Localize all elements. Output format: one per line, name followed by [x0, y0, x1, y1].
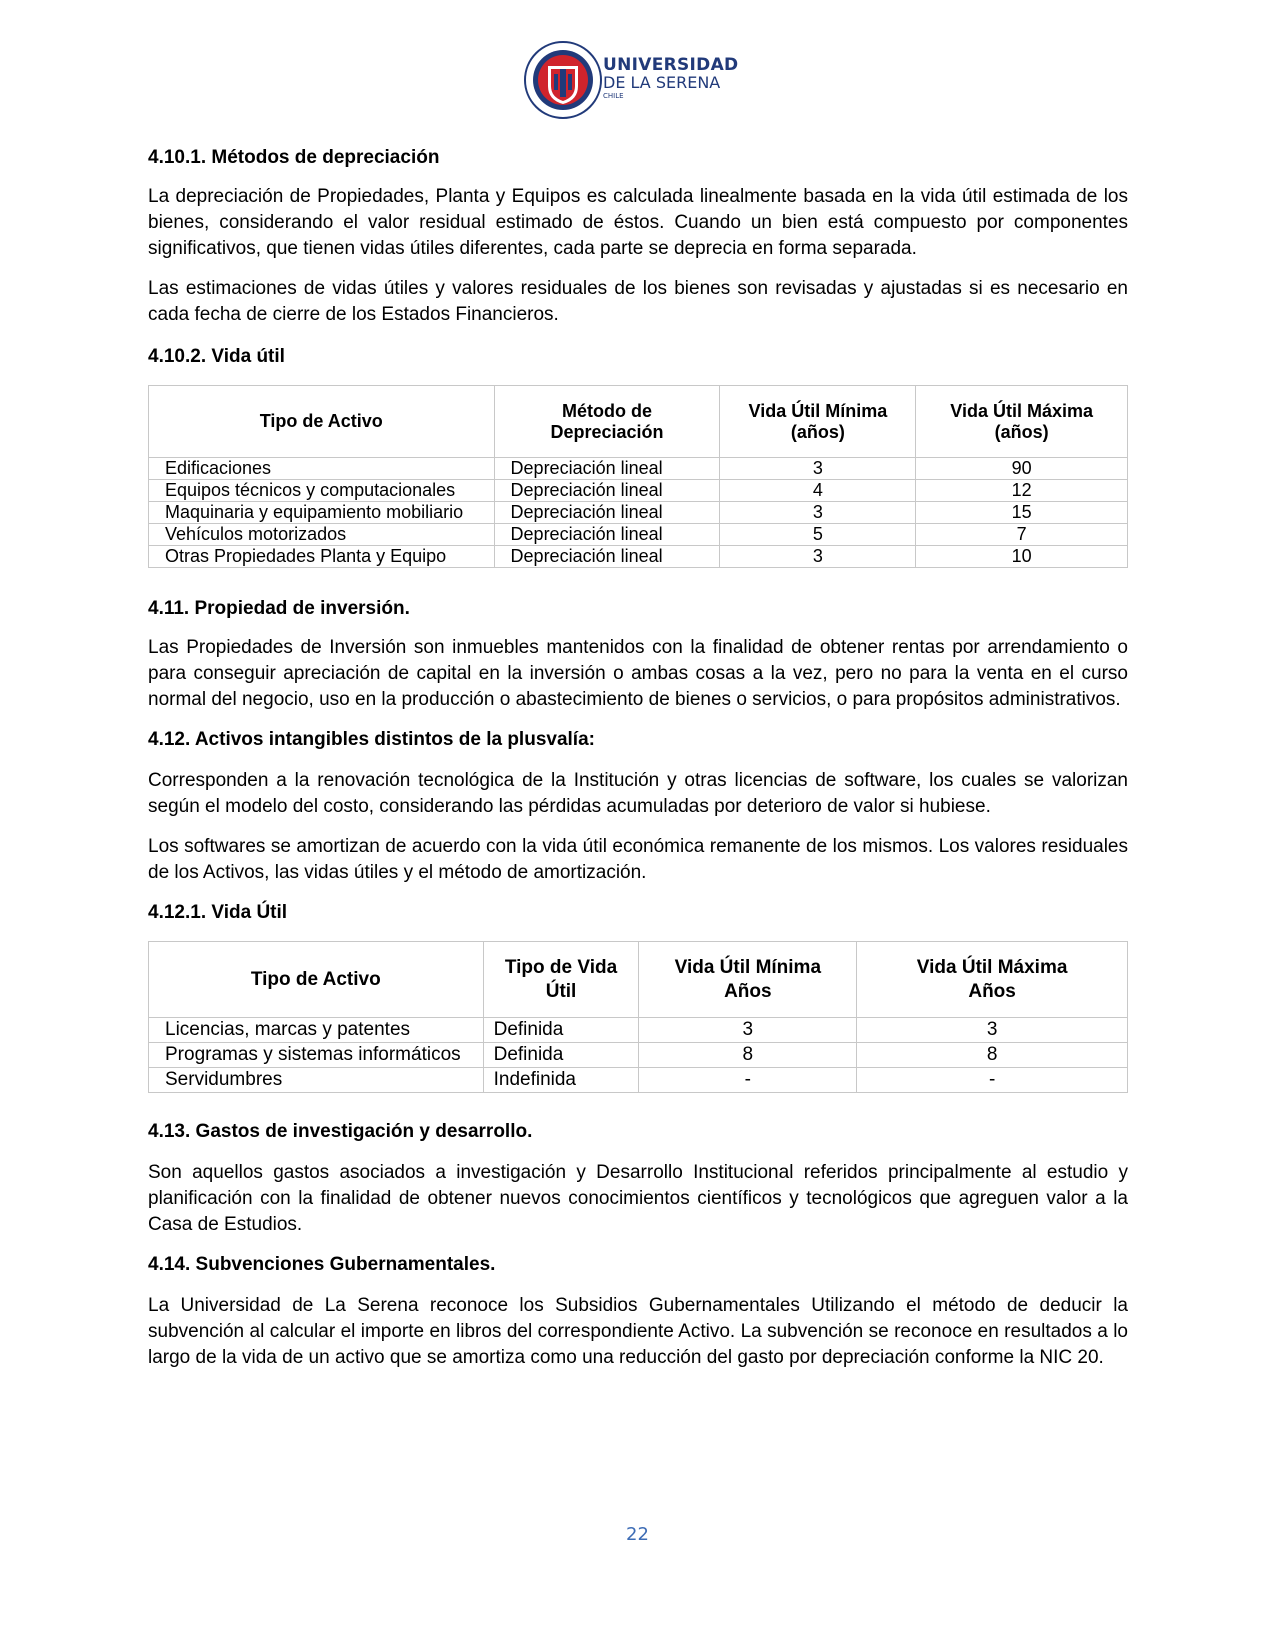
section-title-investment-property: 4.11. Propiedad de inversión. — [148, 598, 410, 619]
table-cell: 3 — [639, 1018, 857, 1043]
table-cell: 3 — [720, 458, 916, 480]
table-cell: 3 — [720, 546, 916, 568]
table-header: Tipo de Vida Útil — [483, 942, 639, 1018]
table-cell: 3 — [720, 502, 916, 524]
table-header: Vida Útil Mínima Años — [639, 942, 857, 1018]
table-row — [149, 1018, 1128, 1043]
table-cell: - — [639, 1068, 857, 1093]
table-cell: 4 — [720, 480, 916, 502]
university-seal-icon — [520, 40, 606, 120]
paragraph: Las Propiedades de Inversión son inmuebles mantenidos con la finalidad de obtener rentas por arrendamiento o para conseguir apreciación de capital en la inversión o ambas cosas a la vez, pero no para la venta en el curso normal del negocio, uso en la producción o abastecimiento de bienes o servicios, o para propósitos administrativos. — [148, 637, 1128, 710]
paragraph: Corresponden a la renovación tecnológica de la Institución y otras licencias de software, los cuales se valorizan según el modelo del costo, considerando las pérdidas acumuladas por deterioro de valor si hubiese. — [148, 770, 1128, 817]
table-header: Vida Útil Máxima Años — [857, 942, 1128, 1018]
table-cell: Depreciación lineal — [494, 480, 720, 502]
table-row — [149, 524, 1128, 546]
table-cell: Depreciación lineal — [494, 502, 720, 524]
table-cell: 12 — [916, 480, 1128, 502]
intangible-useful-life-table — [148, 941, 1128, 1093]
table-cell: 5 — [720, 524, 916, 546]
table-cell: Definida — [483, 1018, 639, 1043]
logo-line-3: CHILE — [603, 92, 624, 100]
table-cell: Depreciación lineal — [494, 546, 720, 568]
table-cell: 10 — [916, 546, 1128, 568]
logo-line-1: UNIVERSIDAD — [603, 55, 739, 75]
table-cell: Depreciación lineal — [494, 458, 720, 480]
table-header: Método de Depreciación — [494, 386, 720, 458]
table-cell: Maquinaria y equipamiento mobiliario — [149, 502, 495, 524]
table-header: Vida Útil Máxima (años) — [916, 386, 1128, 458]
table-row — [149, 1068, 1128, 1093]
paragraph: Son aquellos gastos asociados a investigación y Desarrollo Institucional referidos principalmente al estudio y planificación con la finalidad de obtener nuevos conocimientos científicos y tecnológicos que agreguen valor a la Casa de Estudios. — [148, 1162, 1128, 1235]
table-row — [149, 546, 1128, 568]
useful-life-table — [148, 385, 1128, 568]
section-title-depreciation-methods: 4.10.1. Métodos de depreciación — [148, 147, 440, 168]
section-title-government-grants: 4.14. Subvenciones Gubernamentales. — [148, 1254, 496, 1275]
table-cell: 90 — [916, 458, 1128, 480]
table-cell: 3 — [857, 1018, 1128, 1043]
table-cell: 8 — [857, 1043, 1128, 1068]
table-cell: 8 — [639, 1043, 857, 1068]
table-row — [149, 502, 1128, 524]
logo-wordmark — [603, 56, 738, 101]
table-cell: Depreciación lineal — [494, 524, 720, 546]
table-cell: 7 — [916, 524, 1128, 546]
table-row — [149, 480, 1128, 502]
section-title-research-development: 4.13. Gastos de investigación y desarrollo. — [148, 1121, 533, 1142]
logo-line-2: DE LA SERENA — [603, 73, 721, 92]
table-cell: Indefinida — [483, 1068, 639, 1093]
table-cell: 15 — [916, 502, 1128, 524]
table-cell: - — [857, 1068, 1128, 1093]
paragraph: Las estimaciones de vidas útiles y valores residuales de los bienes son revisadas y ajustadas si es necesario en cada fecha de cierre de los Estados Financieros. — [148, 278, 1128, 325]
table-row — [149, 1043, 1128, 1068]
table-row — [149, 458, 1128, 480]
table-cell: Servidumbres — [149, 1068, 484, 1093]
table-header: Tipo de Activo — [149, 942, 484, 1018]
table-cell: Definida — [483, 1043, 639, 1068]
table-cell: Vehículos motorizados — [149, 524, 495, 546]
table-cell: Licencias, marcas y patentes — [149, 1018, 484, 1043]
section-title-intangible-useful-life: 4.12.1. Vida Útil — [148, 902, 288, 923]
section-title-useful-life: 4.10.2. Vida útil — [148, 346, 285, 367]
paragraph: La Universidad de La Serena reconoce los Subsidios Gubernamentales Utilizando el método de deducir la subvención al calcular el importe en libros del correspondiente Activo. La subvención se reconoce en resultados a lo largo de la vida de un activo que se amortiza como una reducción del gasto por depreciación conforme la NIC 20. — [148, 1295, 1128, 1368]
table-cell: Otras Propiedades Planta y Equipo — [149, 546, 495, 568]
paragraph: Los softwares se amortizan de acuerdo con la vida útil económica remanente de los mismos. Los valores residuales de los Activos, las vidas útiles y el método de amortización. — [148, 836, 1128, 883]
table-cell: Programas y sistemas informáticos — [149, 1043, 484, 1068]
table-header: Vida Útil Mínima (años) — [720, 386, 916, 458]
table-cell: Equipos técnicos y computacionales — [149, 480, 495, 502]
table-header: Tipo de Activo — [149, 386, 495, 458]
paragraph: La depreciación de Propiedades, Planta y Equipos es calculada linealmente basada en la vida útil estimada de los bienes, considerando el valor residual estimado de éstos. Cuando un bien está compuesto por componentes significativos, que tienen vidas útiles diferentes, cada parte se deprecia en forma separada. — [148, 186, 1128, 259]
document-body — [148, 145, 1128, 1371]
page-number: 22 — [626, 1524, 649, 1545]
section-title-intangible-assets: 4.12. Activos intangibles distintos de la plusvalía: — [148, 729, 595, 750]
table-cell: Edificaciones — [149, 458, 495, 480]
